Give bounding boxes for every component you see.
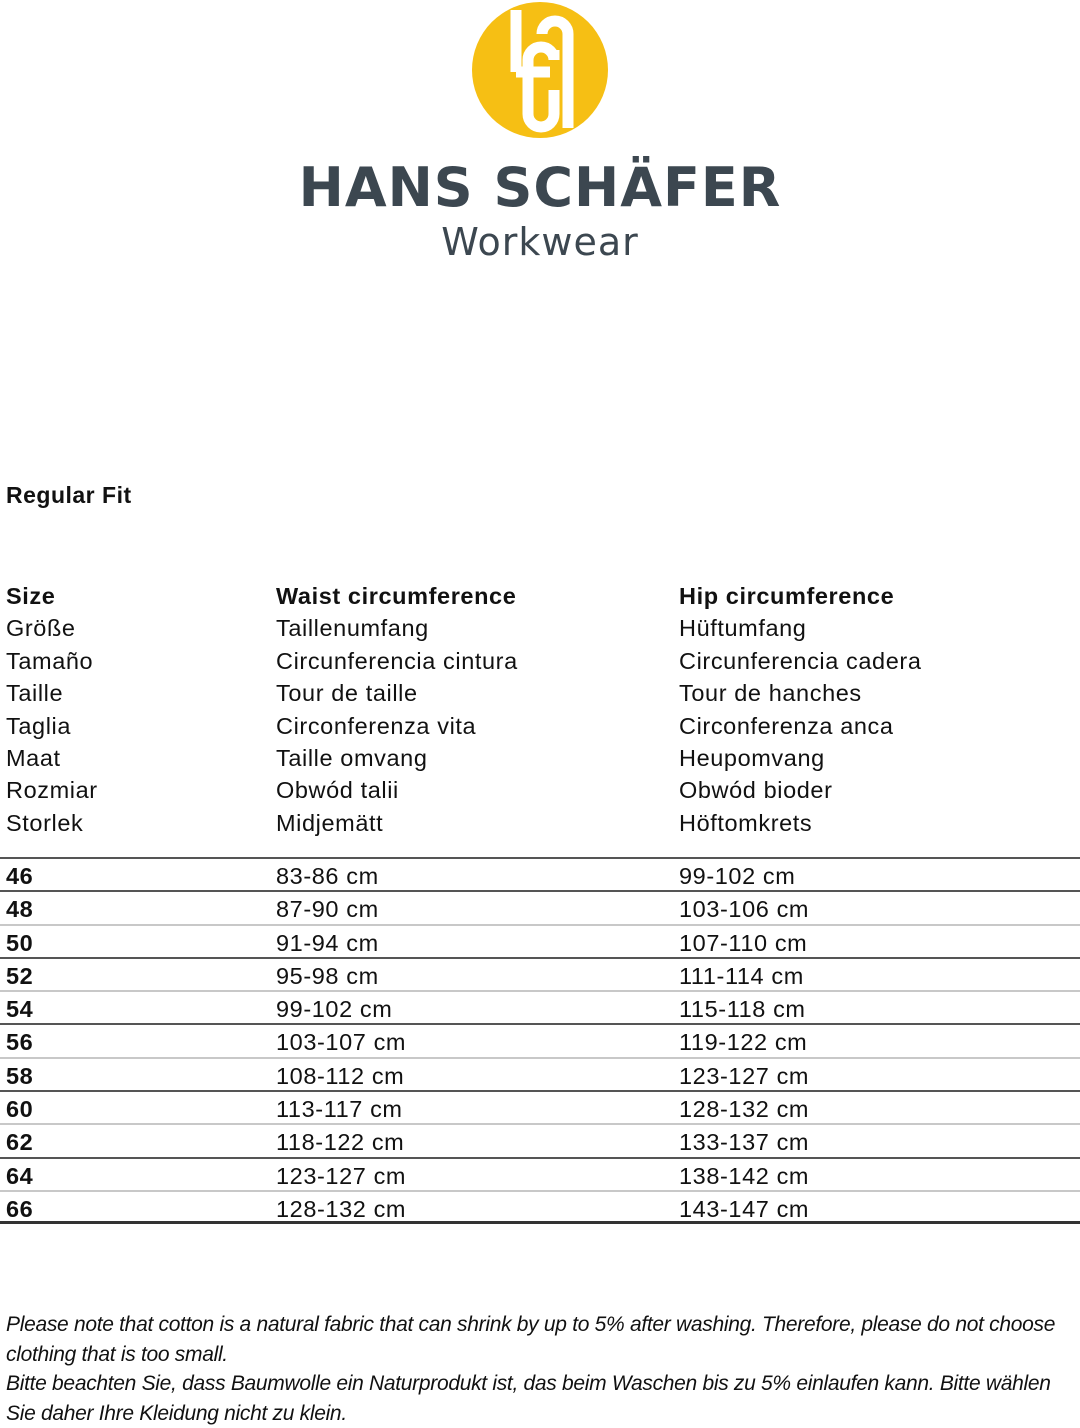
waist-cell: 103-107 cm (276, 1029, 407, 1056)
table-row (0, 857, 1080, 890)
waist-header-pl: Obwód talii (276, 777, 399, 804)
hip-header-it: Circonferenza anca (679, 712, 894, 739)
hip-header-fr: Tour de hanches (679, 680, 862, 707)
hs-monogram-icon (472, 2, 608, 138)
size-cell: 56 (6, 1029, 34, 1056)
size-header-sv: Storlek (6, 809, 84, 836)
hip-cell: 138-142 cm (679, 1162, 810, 1189)
waist-cell: 95-98 cm (276, 962, 379, 989)
care-note (6, 1310, 1076, 1428)
hip-cell: 123-127 cm (679, 1062, 810, 1089)
brand-subtitle: Workwear (441, 220, 639, 264)
size-table (0, 857, 1080, 1223)
hip-header-column (679, 580, 922, 839)
size-cell: 58 (6, 1062, 34, 1089)
size-cell: 64 (6, 1162, 34, 1189)
waist-header-fr: Tour de taille (276, 680, 418, 707)
table-row (0, 924, 1080, 957)
waist-cell: 113-117 cm (276, 1096, 403, 1123)
table-row (0, 1057, 1080, 1090)
hip-header: Hip circumference (679, 583, 895, 609)
waist-header-de: Taillenumfang (276, 615, 429, 642)
size-cell: 66 (6, 1195, 34, 1222)
hip-header-es: Circunferencia cadera (679, 647, 922, 674)
size-header-fr: Taille (6, 680, 64, 707)
hip-header-de: Hüftumfang (679, 615, 807, 642)
hip-cell: 115-118 cm (679, 996, 806, 1023)
care-note-de: Bitte beachten Sie, dass Baumwolle ein Naturprodukt ist, das beim Waschen bis zu 5% einlaufen kann. Bitte wählen Sie daher Ihre Kleidung nicht zu klein. (6, 1372, 1051, 1425)
waist-header-column (276, 580, 518, 839)
table-row (0, 957, 1080, 990)
waist-cell: 118-122 cm (276, 1129, 405, 1156)
waist-header-it: Circonferenza vita (276, 712, 477, 739)
brand-logo (0, 0, 1080, 270)
size-header: Size (6, 583, 56, 609)
hip-header-sv: Höftomkrets (679, 809, 813, 836)
waist-header-sv: Midjemätt (276, 809, 384, 836)
hip-cell: 107-110 cm (679, 929, 808, 956)
size-cell: 62 (6, 1129, 34, 1156)
hip-cell: 143-147 cm (679, 1195, 810, 1222)
size-header-it: Taglia (6, 712, 72, 739)
waist-cell: 83-86 cm (276, 863, 379, 889)
size-cell: 48 (6, 896, 34, 923)
hip-cell: 133-137 cm (679, 1129, 810, 1156)
waist-cell: 87-90 cm (276, 896, 379, 923)
hip-cell: 128-132 cm (679, 1096, 810, 1123)
table-row (0, 1090, 1080, 1123)
hip-header-nl: Heupomvang (679, 745, 825, 772)
size-cell: 52 (6, 962, 34, 989)
size-header-es: Tamaño (6, 647, 94, 674)
table-bottom-rule (0, 1221, 1080, 1224)
table-row (0, 1157, 1080, 1190)
waist-header: Waist circumference (276, 583, 517, 609)
hip-header-pl: Obwód bioder (679, 777, 833, 804)
size-cell: 54 (6, 996, 34, 1023)
size-cell: 46 (6, 863, 34, 889)
hip-cell: 103-106 cm (679, 896, 810, 923)
brand-name: HANS SCHÄFER (298, 156, 782, 219)
size-cell: 60 (6, 1096, 34, 1123)
size-header-pl: Rozmiar (6, 777, 98, 804)
waist-cell: 128-132 cm (276, 1195, 407, 1222)
table-row (0, 1123, 1080, 1156)
fit-title: Regular Fit (6, 482, 132, 508)
hip-cell: 119-122 cm (679, 1029, 808, 1056)
size-header-nl: Maat (6, 745, 61, 772)
table-row (0, 990, 1080, 1023)
care-note-en: Please note that cotton is a natural fabric that can shrink by up to 5% after washing. Therefore, please do not choose clothing that is too small. (6, 1313, 1056, 1366)
waist-cell: 108-112 cm (276, 1062, 405, 1089)
waist-cell: 99-102 cm (276, 996, 393, 1023)
size-header-de: Größe (6, 615, 76, 642)
table-row (0, 890, 1080, 923)
waist-header-nl: Taille omvang (276, 745, 428, 772)
table-row (0, 1023, 1080, 1056)
waist-cell: 91-94 cm (276, 929, 379, 956)
waist-cell: 123-127 cm (276, 1162, 407, 1189)
waist-header-es: Circunferencia cintura (276, 647, 518, 674)
size-header-column (6, 580, 98, 839)
size-cell: 50 (6, 929, 34, 956)
hip-cell: 99-102 cm (679, 863, 796, 889)
table-row (0, 1190, 1080, 1223)
hip-cell: 111-114 cm (679, 962, 804, 989)
